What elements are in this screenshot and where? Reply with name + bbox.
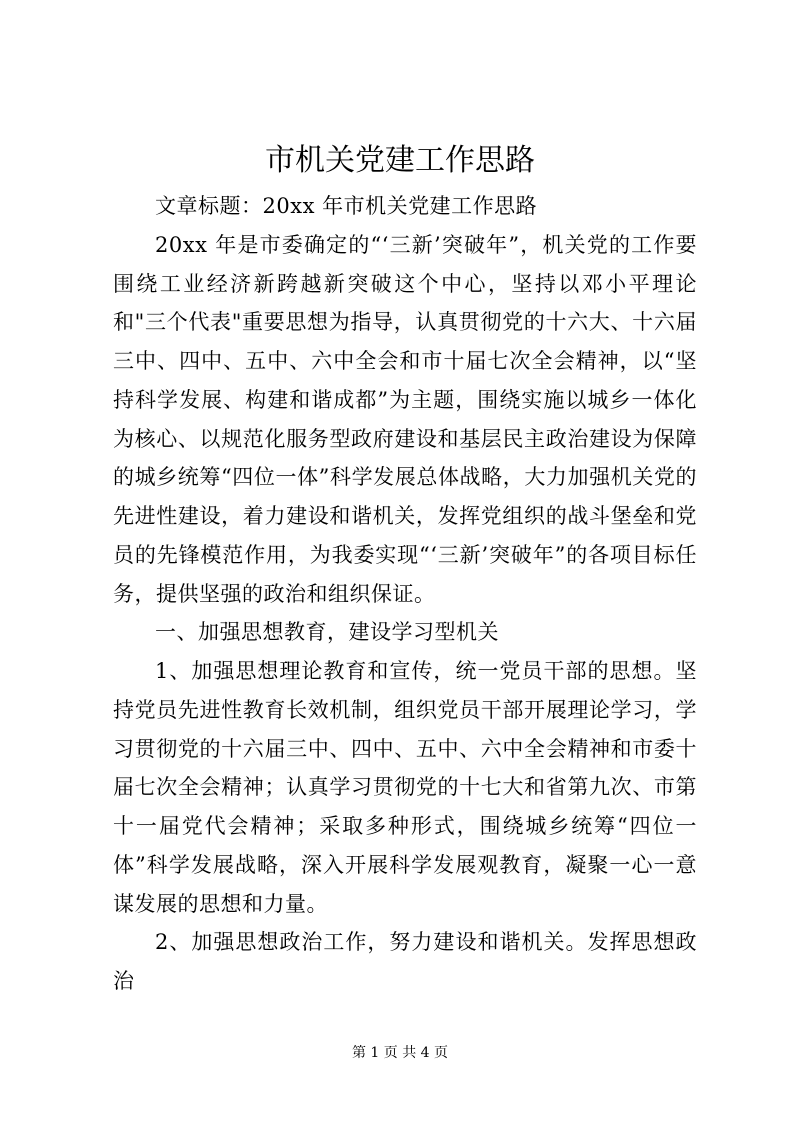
section-heading-1: 一、加强思想教育，建设学习型机关 (155, 620, 499, 645)
page-number-footer: 第 1 页 共 4 页 (351, 1045, 449, 1061)
item-2-paragraph: 2、加强思想政治工作，努力建设和谐机关。发挥思想政治 (113, 930, 697, 993)
article-title-line: 文章标题：20xx 年市机关党建工作思路 (155, 194, 538, 218)
intro-paragraph: 20xx 年是市委确定的“‘三新’突破年”，机关党的工作要围绕工业经济新跨越新突破这个中心，坚持以邓小平理论和"三个代表"重要思想为指导，认真贯彻党的十六大、十六届三中、四中、五中、六中全会和市十届七次全会精神，以“坚持科学发展、构建和谐成都”为主题，围绕实施以城乡一体化为核心、以规范化服务型政府建设和基层民主政治建设为保障的城乡统筹“四位一体”科学发展总体战略，大力加强机关党的先进性建设，着力建设和谐机关，发挥党组织的战斗堡垒和党员的先锋模范作用，为我委实现“‘三新’突破年”的各项目标任务，提供坚强的政治和组织保证。 (113, 232, 697, 606)
document-body (113, 187, 697, 1001)
item-1-paragraph: 1、加强思想理论教育和宣传，统一党员干部的思想。坚持党员先进性教育长效机制，组织党员干部开展理论学习，学习贯彻党的十六届三中、四中、五中、六中全会精神和市委十届七次全会精神；认真学习贯彻党的十七大和省第九次、市第十一届党代会精神；采取多种形式，围绕城乡统筹“四位一体”科学发展战略，深入开展科学发展观教育，凝聚一心一意谋发展的思想和力量。 (113, 659, 697, 916)
document-title: 市机关党建工作思路 (265, 143, 535, 178)
